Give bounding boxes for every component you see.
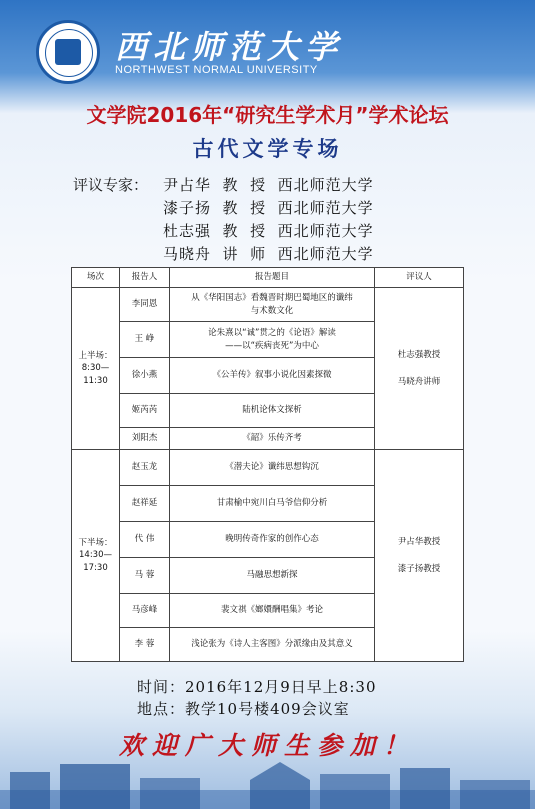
speaker-cell: 王 峥	[120, 322, 170, 358]
topic-cell: 陆机论体文探析	[170, 394, 375, 428]
column-header: 评议人	[375, 268, 464, 288]
morning-reviewer-cell: 杜志强教授 马晓舟讲师	[375, 288, 464, 450]
table-row	[72, 288, 464, 322]
university-seal-icon	[36, 20, 100, 84]
schedule-table	[71, 267, 464, 662]
topic-cell: 从《华阳国志》看魏晋时期巴蜀地区的谶纬 与术数文化	[170, 288, 375, 322]
column-header: 场次	[72, 268, 120, 288]
event-time: 时间：2016年12月9日早上8:30	[137, 678, 377, 696]
welcome-slogan: 欢迎广大师生参加！	[118, 731, 416, 760]
session-title: 古代文学专场	[192, 136, 343, 161]
speaker-cell: 刘阳杰	[120, 428, 170, 450]
topic-cell: 《潜夫论》谶纬思想钩沉	[170, 450, 375, 486]
speaker-cell: 姬芮芮	[120, 394, 170, 428]
speaker-cell: 徐小燕	[120, 358, 170, 394]
topic-cell: 裴文祺《嫏嬛酬唱集》考论	[170, 594, 375, 628]
afternoon-reviewer-cell: 尹占华教授 漆子扬教授	[375, 450, 464, 662]
speaker-cell: 赵玉龙	[120, 450, 170, 486]
afternoon-session-cell: 下半场： 14:30— 17:30	[72, 450, 120, 662]
speaker-cell: 李 蓉	[120, 628, 170, 662]
speaker-cell: 马 蓉	[120, 558, 170, 594]
forum-title: 文学院2016年“研究生学术月”学术论坛	[86, 103, 449, 127]
topic-cell: 《韶》乐传齐考	[170, 428, 375, 450]
university-name-cn: 西北师范大学	[115, 28, 344, 66]
topic-cell: 马融思想新探	[170, 558, 375, 594]
expert-item: 漆子扬 教 授 西北师范大学	[163, 199, 374, 217]
table-header-row	[72, 268, 464, 288]
topic-cell: 晚明传奇作家的创作心态	[170, 522, 375, 558]
topic-cell: 甘肃榆中宛川白马爷信仰分析	[170, 486, 375, 522]
column-header: 报告人	[120, 268, 170, 288]
morning-session-cell: 上半场： 8:30— 11:30	[72, 288, 120, 450]
speaker-cell: 赵祥延	[120, 486, 170, 522]
topic-cell: 论朱熹以“诚”贯之的《论语》解读 ——以“疾病丧死”为中心	[170, 322, 375, 358]
speaker-cell: 代 伟	[120, 522, 170, 558]
column-header: 报告题目	[170, 268, 375, 288]
speaker-cell: 李同恩	[120, 288, 170, 322]
table-row	[72, 450, 464, 486]
topic-cell: 浅论张为《诗人主客图》分派缘由及其意义	[170, 628, 375, 662]
campus-skyline-illustration	[0, 750, 535, 809]
topic-cell: 《公羊传》叙事小说化因素探微	[170, 358, 375, 394]
expert-item: 尹占华 教 授 西北师范大学	[163, 176, 374, 194]
expert-item: 马晓舟 讲 师 西北师范大学	[163, 245, 374, 263]
experts-label: 评议专家：	[73, 176, 149, 194]
event-place: 地点：教学10号楼409会议室	[137, 700, 350, 718]
university-name-en: NORTHWEST NORMAL UNIVERSITY	[115, 64, 318, 76]
expert-item: 杜志强 教 授 西北师范大学	[163, 222, 374, 240]
header-banner	[0, 0, 535, 90]
speaker-cell: 马彦峰	[120, 594, 170, 628]
